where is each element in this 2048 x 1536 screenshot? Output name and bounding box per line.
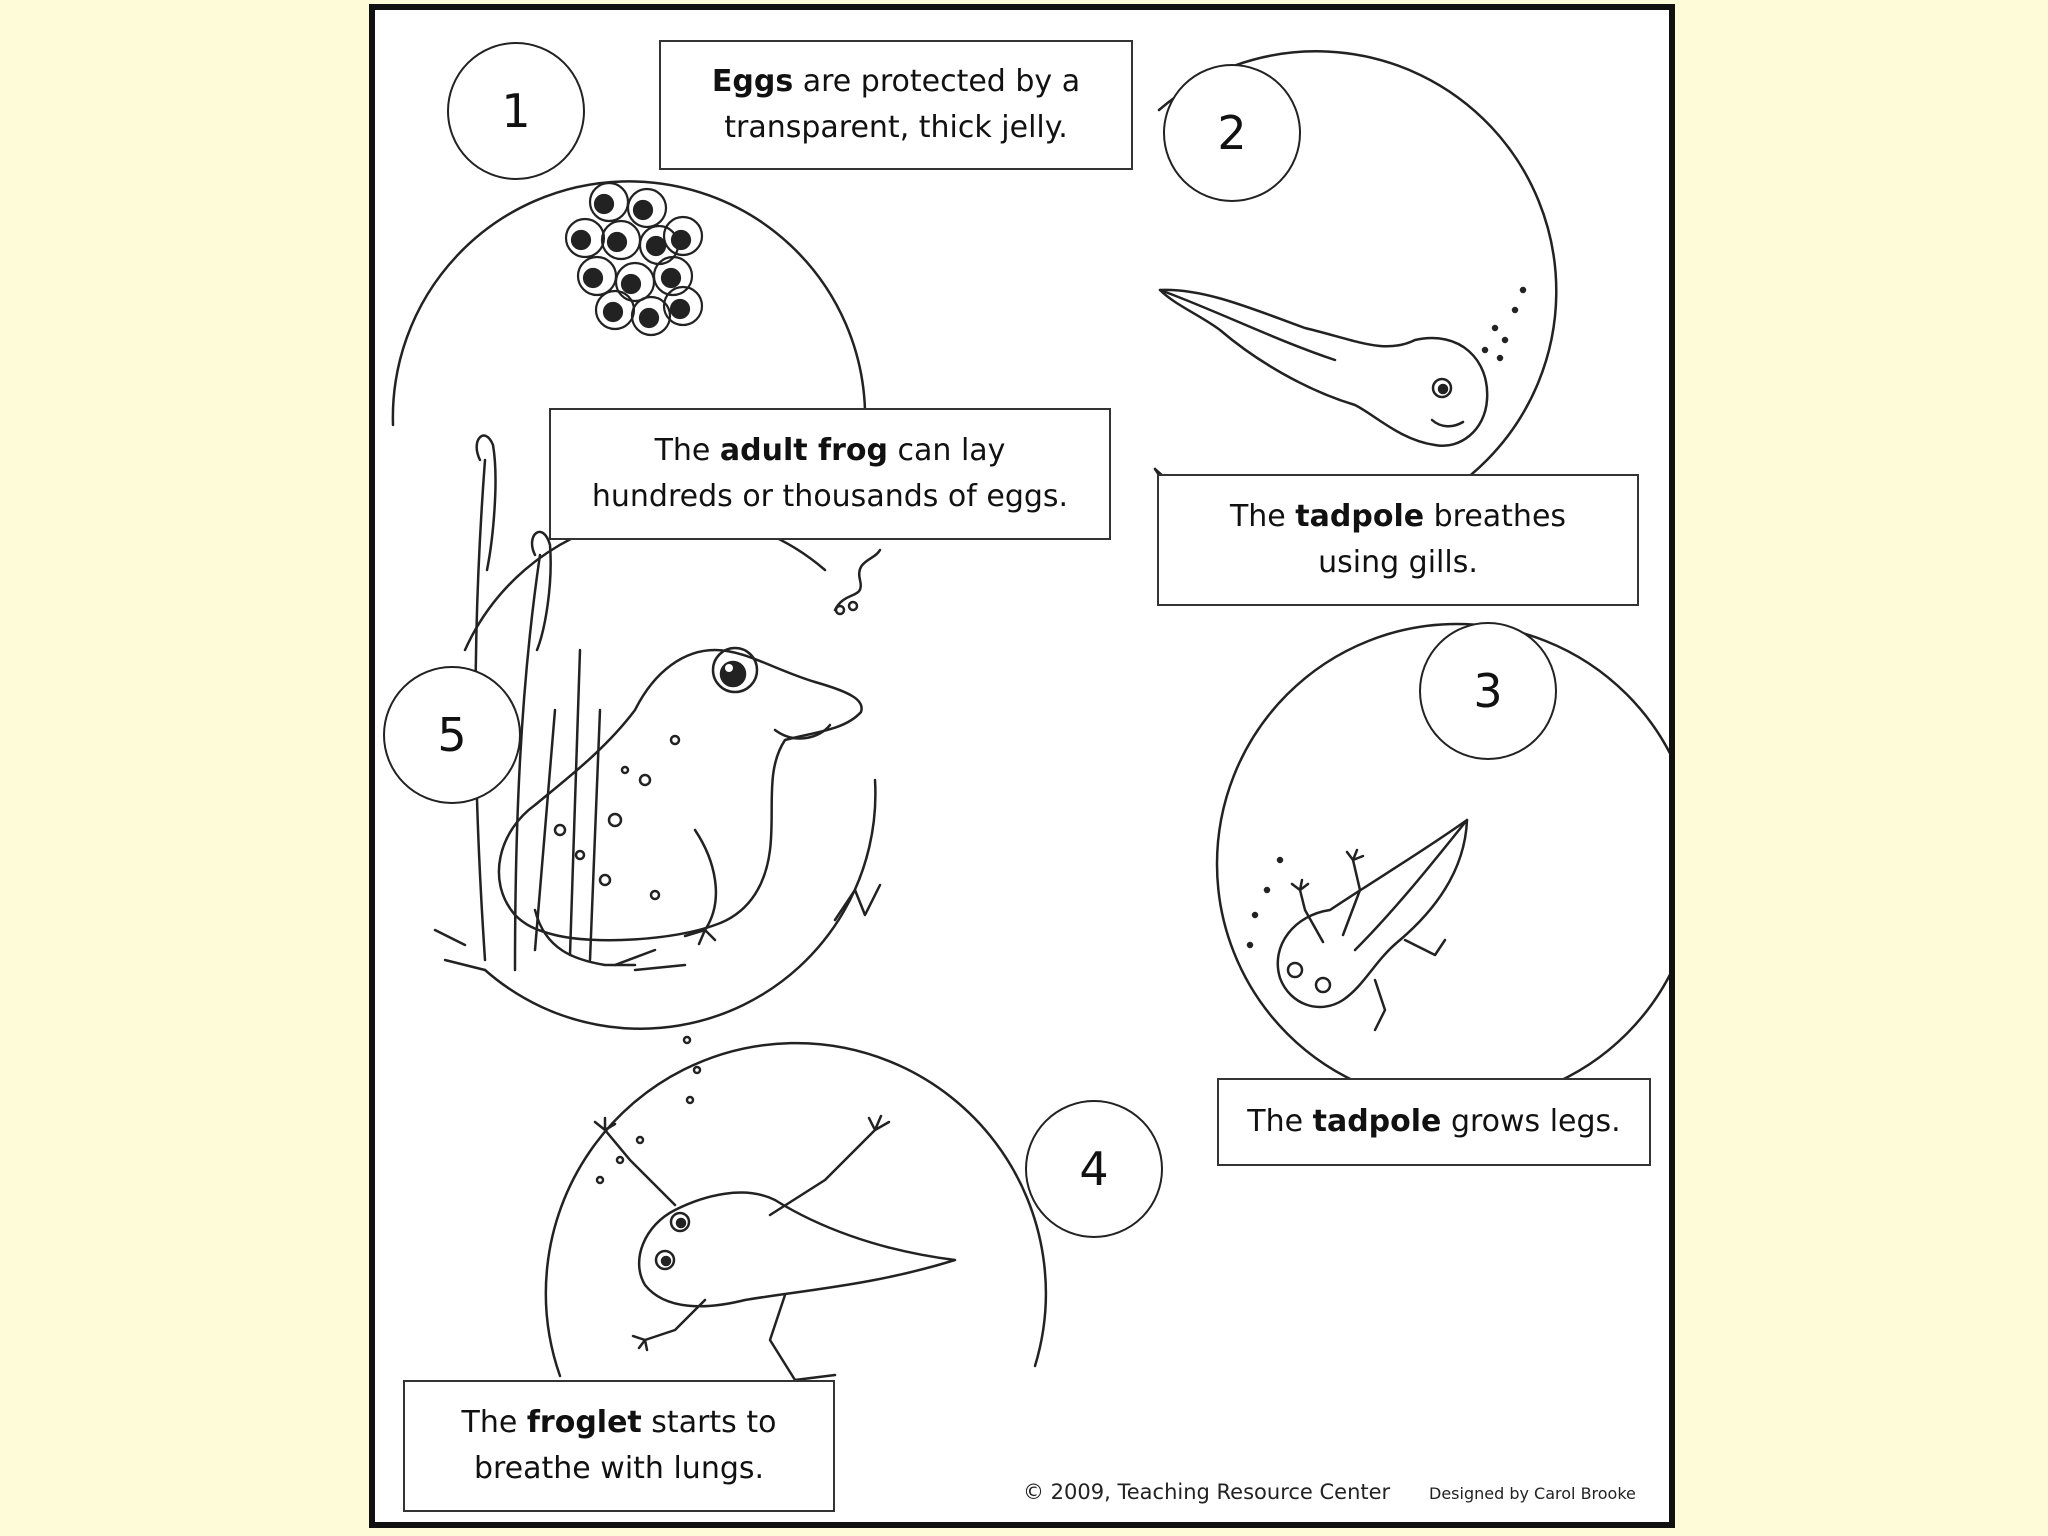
- stage-4-number: 4: [1025, 1100, 1163, 1238]
- stage-4-circle: [546, 1043, 1046, 1376]
- tadpole-with-legs-drawing: [1248, 820, 1467, 1030]
- stage-5-number: 5: [383, 666, 521, 804]
- stage-2-term: tadpole: [1295, 499, 1425, 534]
- stage-1-circle: [393, 181, 865, 425]
- stage-1-caption-line2: transparent, thick jelly.: [724, 110, 1068, 145]
- stage-5-caption-line2: hundreds or thousands of eggs.: [591, 479, 1069, 514]
- stage-5-circle: [465, 514, 875, 1029]
- stage-1-number: 1: [447, 42, 585, 180]
- egg-cluster-icon: [566, 183, 702, 335]
- stage-1-term: Eggs: [711, 64, 794, 99]
- stage-2-caption-line2: using gills.: [1318, 545, 1478, 580]
- stage-3-number: 3: [1419, 622, 1557, 760]
- stage-3-term: tadpole: [1312, 1104, 1442, 1139]
- stage-5-caption: [549, 408, 1111, 540]
- stage-3-caption-text: grows legs.: [1441, 1104, 1621, 1139]
- stage-2-caption-text: breathes: [1424, 499, 1567, 534]
- stage-4-term: froglet: [526, 1405, 642, 1440]
- stage-3-caption: [1217, 1078, 1651, 1166]
- stage-5-term: adult frog: [719, 433, 888, 468]
- stage-1-caption-text: are protected by a: [793, 64, 1081, 99]
- froglet-drawing: [595, 1037, 955, 1380]
- stage-5-caption-text: can lay: [887, 433, 1006, 468]
- stage-4-caption: [403, 1380, 835, 1512]
- stage-3-caption-line1: [1247, 1099, 1620, 1145]
- stage-5-caption-line1: [655, 428, 1006, 474]
- tadpole-drawing: [1160, 288, 1525, 446]
- life-cycle-illustration: [375, 10, 1675, 1528]
- stage-3-caption-pre: The: [1247, 1104, 1313, 1139]
- stage-2-caption-line1: [1230, 494, 1566, 540]
- stage-2-number: 2: [1163, 64, 1301, 202]
- stage-2-caption: [1157, 474, 1639, 606]
- stage-4-caption-line1: [462, 1400, 777, 1446]
- stage-2-caption-pre: The: [1229, 499, 1296, 534]
- stage-1-caption: [659, 40, 1133, 170]
- worksheet-sheet: [369, 4, 1675, 1528]
- stage-4-caption-line2: breathe with lungs.: [473, 1451, 765, 1486]
- copyright-text: © 2009, Teaching Resource Center: [1023, 1480, 1391, 1504]
- designer-credit: Designed by Carol Brooke: [1429, 1484, 1636, 1503]
- stage-5-caption-pre: The: [654, 433, 720, 468]
- stage-4-caption-pre: The: [461, 1405, 527, 1440]
- stage-1-caption-line1: [712, 59, 1080, 105]
- stage-4-caption-text: starts to: [641, 1405, 777, 1440]
